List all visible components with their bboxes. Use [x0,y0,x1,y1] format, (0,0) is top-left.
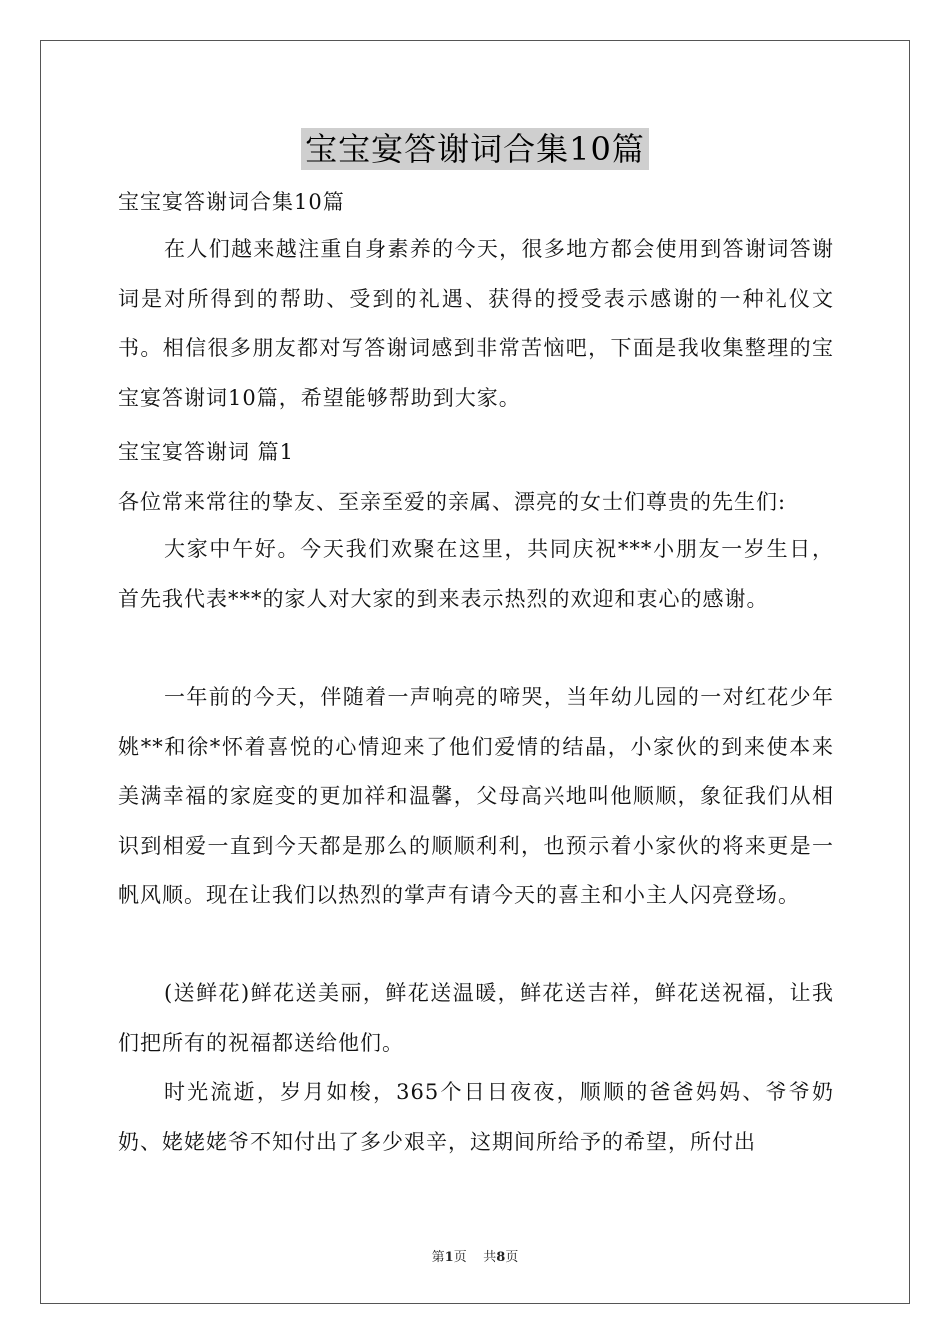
document-title: 宝宝宴答谢词合集10篇 [301,128,649,170]
body-paragraph-2: 一年前的今天，伴随着一声响亮的啼哭，当年幼儿园的一对红花少年姚**和徐*怀着喜悦的心情迎来了他们爱情的结晶，小家伙的到来使本来美满幸福的家庭变的更加祥和温馨，父母高兴地叫他顺顺，象征我们从相识到相爱一直到今天都是那么的顺顺利利，也预示着小家伙的将来更是一帆风顺。现在让我们以热烈的掌声有请今天的喜主和小主人闪亮登场。 [118,685,834,907]
subtitle: 宝宝宴答谢词合集10篇 [118,190,345,214]
salutation: 各位常来常往的挚友、至亲至爱的亲属、漂亮的女士们尊贵的先生们: [118,490,787,514]
body-paragraph-3: (送鲜花)鲜花送美丽，鲜花送温暖，鲜花送吉祥，鲜花送祝福，让我们把所有的祝福都送给他们。 [118,981,834,1055]
intro-paragraph: 在人们越来越注重自身素养的今天，很多地方都会使用到答谢词答谢词是对所得到的帮助、受到的礼遇、获得的授受表示感谢的一种礼仪文书。相信很多朋友都对写答谢词感到非常苦恼吧，下面是我收集整理的宝宝宴答谢词10篇，希望能够帮助到大家。 [118,237,834,410]
body-paragraph-1: 大家中午好。今天我们欢聚在这里，共同庆祝***小朋友一岁生日，首先我代表***的家人对大家的到来表示热烈的欢迎和衷心的感谢。 [118,537,834,611]
title-container [0,128,950,170]
section-heading: 宝宝宴答谢词 篇1 [118,440,295,464]
body-paragraph-4: 时光流逝，岁月如梭，365个日日夜夜，顺顺的爸爸妈妈、爷爷奶奶、姥姥姥爷不知付出了多少艰辛，这期间所给予的希望，所付出 [118,1080,834,1154]
page-footer [0,1246,950,1265]
page-prefix: 第 [431,1250,445,1265]
page-number: 1 [444,1250,454,1265]
page-suffix: 页 [453,1250,467,1265]
total-prefix: 共 [483,1250,497,1265]
total-pages: 8 [496,1250,506,1265]
total-suffix: 页 [505,1250,519,1265]
